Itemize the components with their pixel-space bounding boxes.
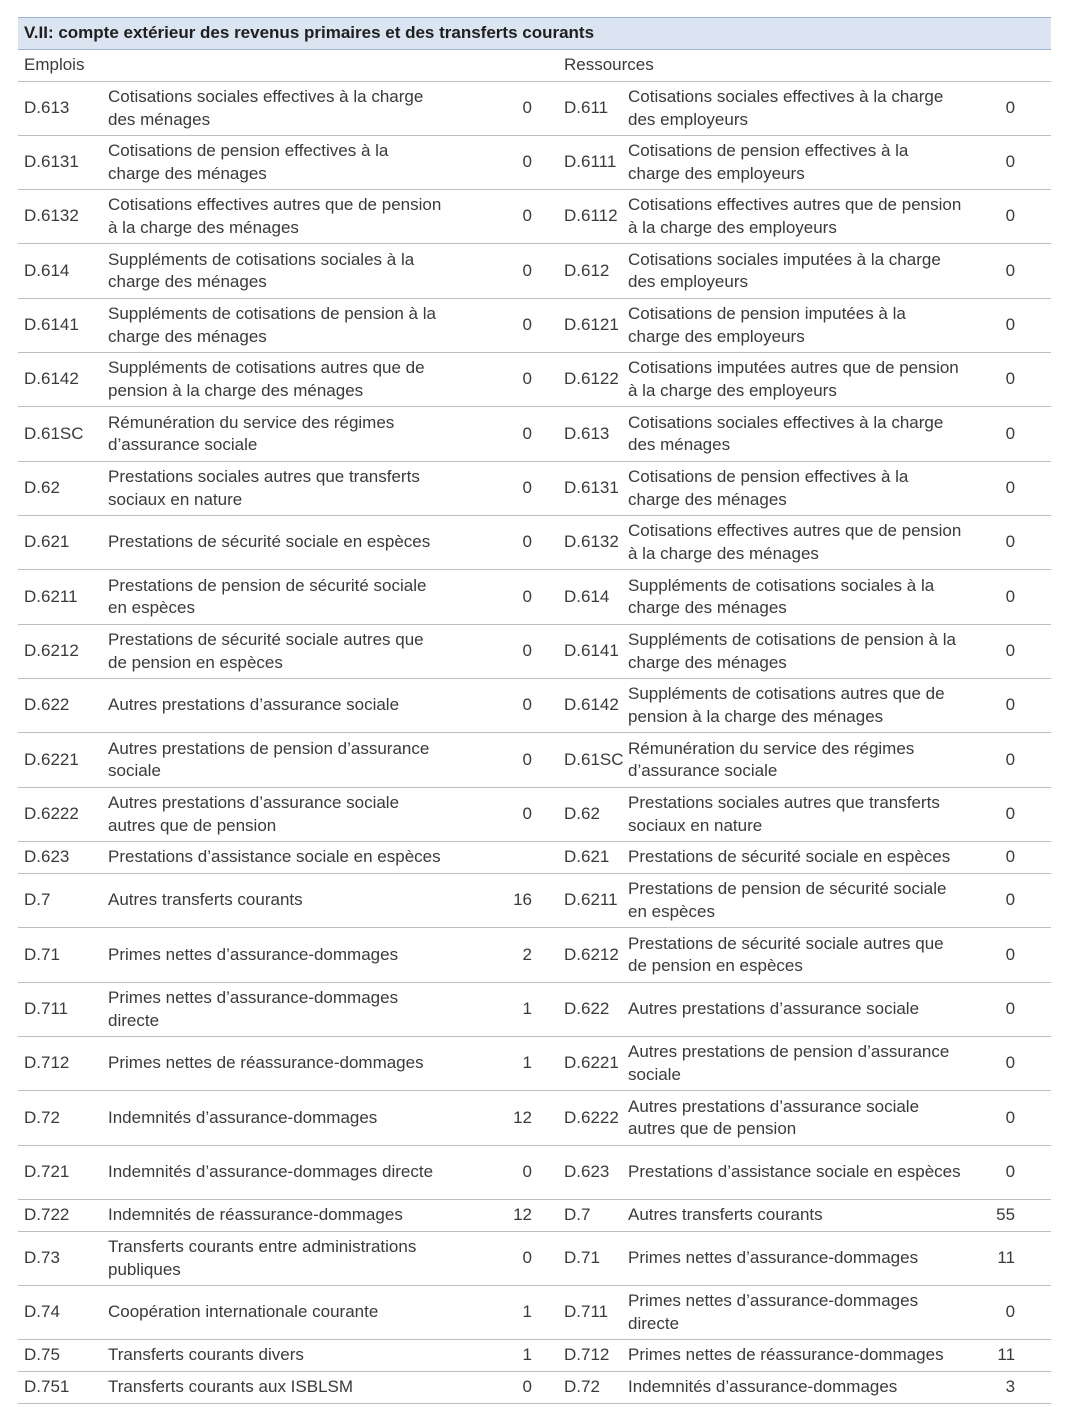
left-code: D.622: [18, 679, 108, 733]
left-value: 0: [448, 462, 538, 516]
right-value: 0: [968, 82, 1051, 136]
table-row: [18, 570, 1051, 625]
right-label: Prestations de sécurité sociale en espèces: [628, 842, 968, 874]
right-value: 0: [968, 625, 1051, 679]
left-code: D.7: [18, 874, 108, 928]
left-code: D.73: [18, 1232, 108, 1286]
left-label: Autres prestations d’assurance sociale: [108, 679, 448, 733]
right-code: D.612: [538, 244, 628, 299]
right-label: Prestations sociales autres que transferts sociaux en nature: [628, 788, 968, 842]
right-label: Cotisations sociales effectives à la charge des employeurs: [628, 82, 968, 136]
left-code: D.71: [18, 928, 108, 983]
left-code: D.75: [18, 1340, 108, 1372]
right-label: Cotisations de pension imputées à la charge des employeurs: [628, 299, 968, 353]
table-row: [18, 842, 1051, 874]
right-code: D.62: [538, 788, 628, 842]
right-label: Prestations de pension de sécurité sociale en espèces: [628, 874, 968, 928]
left-value: 0: [448, 625, 538, 679]
table-row: [18, 1091, 1051, 1146]
right-code: D.622: [538, 983, 628, 1037]
table-header-row: [18, 50, 1051, 82]
table-row: [18, 516, 1051, 570]
left-value: 0: [448, 1372, 538, 1404]
left-value: 1: [448, 983, 538, 1037]
right-value: 0: [968, 570, 1051, 625]
left-value: 16: [448, 874, 538, 928]
table-row: [18, 462, 1051, 516]
right-label: Cotisations effectives autres que de pension à la charge des ménages: [628, 516, 968, 570]
left-label: Cotisations de pension effectives à la charge des ménages: [108, 136, 448, 190]
left-value: 0: [448, 788, 538, 842]
right-value: 0: [968, 353, 1051, 407]
right-code: D.71: [538, 1232, 628, 1286]
table-row: [18, 299, 1051, 353]
left-label: Primes nettes d’assurance-dommages directe: [108, 983, 448, 1037]
left-value: 0: [448, 679, 538, 733]
left-value: 0: [448, 733, 538, 788]
right-value: 0: [968, 679, 1051, 733]
right-code: D.6121: [538, 299, 628, 353]
right-code: D.6221: [538, 1037, 628, 1091]
right-label: Prestations d’assistance sociale en espèces: [628, 1146, 968, 1200]
left-value: 0: [448, 570, 538, 625]
right-code: D.621: [538, 842, 628, 874]
right-label: Suppléments de cotisations autres que de pension à la charge des ménages: [628, 679, 968, 733]
table-row: [18, 136, 1051, 190]
left-label: Prestations de sécurité sociale autres que de pension en espèces: [108, 625, 448, 679]
table-row: [18, 407, 1051, 462]
left-label: Prestations sociales autres que transferts sociaux en nature: [108, 462, 448, 516]
right-label: Cotisations sociales effectives à la charge des ménages: [628, 407, 968, 462]
left-value: 12: [448, 1200, 538, 1232]
left-code: D.711: [18, 983, 108, 1037]
table-row: [18, 733, 1051, 788]
right-value: 11: [968, 1232, 1051, 1286]
right-value: 0: [968, 299, 1051, 353]
right-label: Autres prestations d’assurance sociale autres que de pension: [628, 1091, 968, 1146]
left-code: D.6212: [18, 625, 108, 679]
right-code: D.623: [538, 1146, 628, 1200]
left-label: Autres transferts courants: [108, 874, 448, 928]
left-code: D.712: [18, 1037, 108, 1091]
right-label: Primes nettes de réassurance-dommages: [628, 1340, 968, 1372]
right-value: 55: [968, 1200, 1051, 1232]
left-label: Indemnités d’assurance-dommages directe: [108, 1146, 448, 1200]
left-code: D.623: [18, 842, 108, 874]
right-code: D.712: [538, 1340, 628, 1372]
right-value: 0: [968, 983, 1051, 1037]
left-label: Autres prestations d’assurance sociale autres que de pension: [108, 788, 448, 842]
table-row: [18, 1372, 1051, 1404]
left-label: Prestations d’assistance sociale en espèces: [108, 842, 448, 874]
right-code: D.6211: [538, 874, 628, 928]
right-label: Cotisations de pension effectives à la charge des ménages: [628, 462, 968, 516]
left-label: Cotisations sociales effectives à la charge des ménages: [108, 82, 448, 136]
right-label: Autres prestations de pension d’assurance sociale: [628, 1037, 968, 1091]
right-label: Suppléments de cotisations sociales à la charge des ménages: [628, 570, 968, 625]
right-code: D.6222: [538, 1091, 628, 1146]
left-label: Prestations de sécurité sociale en espèces: [108, 516, 448, 570]
left-label: Transferts courants aux ISBLSM: [108, 1372, 448, 1404]
left-label: Transferts courants divers: [108, 1340, 448, 1372]
header-ressources: Ressources: [538, 50, 1051, 82]
table-row: [18, 928, 1051, 983]
left-value: 1: [448, 1340, 538, 1372]
left-label: Coopération internationale courante: [108, 1286, 448, 1340]
table-row: [18, 625, 1051, 679]
left-code: D.6222: [18, 788, 108, 842]
right-value: 0: [968, 1286, 1051, 1340]
left-value: 0: [448, 516, 538, 570]
left-label: Suppléments de cotisations de pension à la charge des ménages: [108, 299, 448, 353]
right-code: D.613: [538, 407, 628, 462]
right-value: 0: [968, 1037, 1051, 1091]
right-label: Prestations de sécurité sociale autres que de pension en espèces: [628, 928, 968, 983]
left-label: Transferts courants entre administrations publiques: [108, 1232, 448, 1286]
left-code: D.6132: [18, 190, 108, 244]
right-code: D.61SC: [538, 733, 628, 788]
left-label: Autres prestations de pension d’assurance sociale: [108, 733, 448, 788]
right-value: 0: [968, 874, 1051, 928]
left-value: [448, 842, 538, 874]
left-value: 12: [448, 1091, 538, 1146]
right-value: 0: [968, 244, 1051, 299]
right-value: 0: [968, 928, 1051, 983]
table-row: [18, 1200, 1051, 1232]
right-value: 3: [968, 1372, 1051, 1404]
right-label: Cotisations sociales imputées à la charge des employeurs: [628, 244, 968, 299]
left-label: Suppléments de cotisations sociales à la charge des ménages: [108, 244, 448, 299]
left-code: D.722: [18, 1200, 108, 1232]
table-row: [18, 1037, 1051, 1091]
left-code: D.61SC: [18, 407, 108, 462]
right-value: 0: [968, 462, 1051, 516]
table-row: [18, 874, 1051, 928]
left-code: D.621: [18, 516, 108, 570]
left-value: 0: [448, 407, 538, 462]
table-row: [18, 788, 1051, 842]
left-code: D.751: [18, 1372, 108, 1404]
right-code: D.6212: [538, 928, 628, 983]
left-label: Indemnités d’assurance-dommages: [108, 1091, 448, 1146]
right-value: 0: [968, 842, 1051, 874]
left-value: 0: [448, 136, 538, 190]
left-label: Indemnités de réassurance-dommages: [108, 1200, 448, 1232]
left-value: 0: [448, 1146, 538, 1200]
left-label: Rémunération du service des régimes d’assurance sociale: [108, 407, 448, 462]
right-code: D.6131: [538, 462, 628, 516]
right-value: 11: [968, 1340, 1051, 1372]
left-label: Suppléments de cotisations autres que de pension à la charge des ménages: [108, 353, 448, 407]
table-row: [18, 190, 1051, 244]
right-label: Autres transferts courants: [628, 1200, 968, 1232]
right-value: 0: [968, 1091, 1051, 1146]
right-value: 0: [968, 407, 1051, 462]
right-code: D.711: [538, 1286, 628, 1340]
right-value: 0: [968, 788, 1051, 842]
left-value: 1: [448, 1037, 538, 1091]
left-code: D.6131: [18, 136, 108, 190]
right-value: 0: [968, 516, 1051, 570]
right-value: 0: [968, 1146, 1051, 1200]
left-value: 0: [448, 299, 538, 353]
right-code: D.7: [538, 1200, 628, 1232]
left-label: Cotisations effectives autres que de pension à la charge des ménages: [108, 190, 448, 244]
left-value: 0: [448, 353, 538, 407]
left-value: 0: [448, 1232, 538, 1286]
table-row: [18, 82, 1051, 136]
table-row: [18, 1232, 1051, 1286]
left-code: D.6221: [18, 733, 108, 788]
left-code: D.74: [18, 1286, 108, 1340]
right-code: D.614: [538, 570, 628, 625]
account-table-container: [18, 17, 1051, 1404]
right-code: D.6122: [538, 353, 628, 407]
table-row: [18, 244, 1051, 299]
right-label: Cotisations imputées autres que de pension à la charge des employeurs: [628, 353, 968, 407]
table-row: [18, 1146, 1051, 1200]
table-row: [18, 1286, 1051, 1340]
left-value: 2: [448, 928, 538, 983]
left-value: 1: [448, 1286, 538, 1340]
right-value: 0: [968, 136, 1051, 190]
right-label: Cotisations effectives autres que de pension à la charge des employeurs: [628, 190, 968, 244]
right-code: D.6111: [538, 136, 628, 190]
left-value: 0: [448, 244, 538, 299]
left-value: 0: [448, 190, 538, 244]
right-code: D.6141: [538, 625, 628, 679]
left-code: D.614: [18, 244, 108, 299]
table-row: [18, 983, 1051, 1037]
left-value: 0: [448, 82, 538, 136]
left-code: D.72: [18, 1091, 108, 1146]
right-code: D.6112: [538, 190, 628, 244]
right-code: D.6142: [538, 679, 628, 733]
account-table: [18, 17, 1051, 1404]
right-value: 0: [968, 733, 1051, 788]
left-label: Primes nettes d’assurance-dommages: [108, 928, 448, 983]
right-label: Cotisations de pension effectives à la charge des employeurs: [628, 136, 968, 190]
left-label: Primes nettes de réassurance-dommages: [108, 1037, 448, 1091]
right-code: D.72: [538, 1372, 628, 1404]
right-label: Autres prestations d’assurance sociale: [628, 983, 968, 1037]
right-label: Rémunération du service des régimes d’assurance sociale: [628, 733, 968, 788]
left-code: D.6141: [18, 299, 108, 353]
left-code: D.6142: [18, 353, 108, 407]
right-label: Suppléments de cotisations de pension à la charge des ménages: [628, 625, 968, 679]
right-label: Primes nettes d’assurance-dommages: [628, 1232, 968, 1286]
table-row: [18, 679, 1051, 733]
right-value: 0: [968, 190, 1051, 244]
left-code: D.62: [18, 462, 108, 516]
table-row: [18, 1340, 1051, 1372]
table-row: [18, 353, 1051, 407]
left-code: D.721: [18, 1146, 108, 1200]
table-title: V.II: compte extérieur des revenus primaires et des transferts courants: [18, 18, 1051, 50]
left-label: Prestations de pension de sécurité sociale en espèces: [108, 570, 448, 625]
right-label: Primes nettes d’assurance-dommages directe: [628, 1286, 968, 1340]
header-emplois: Emplois: [18, 50, 538, 82]
table-title-row: [18, 18, 1051, 50]
left-code: D.613: [18, 82, 108, 136]
right-label: Indemnités d’assurance-dommages: [628, 1372, 968, 1404]
right-code: D.611: [538, 82, 628, 136]
right-code: D.6132: [538, 516, 628, 570]
left-code: D.6211: [18, 570, 108, 625]
